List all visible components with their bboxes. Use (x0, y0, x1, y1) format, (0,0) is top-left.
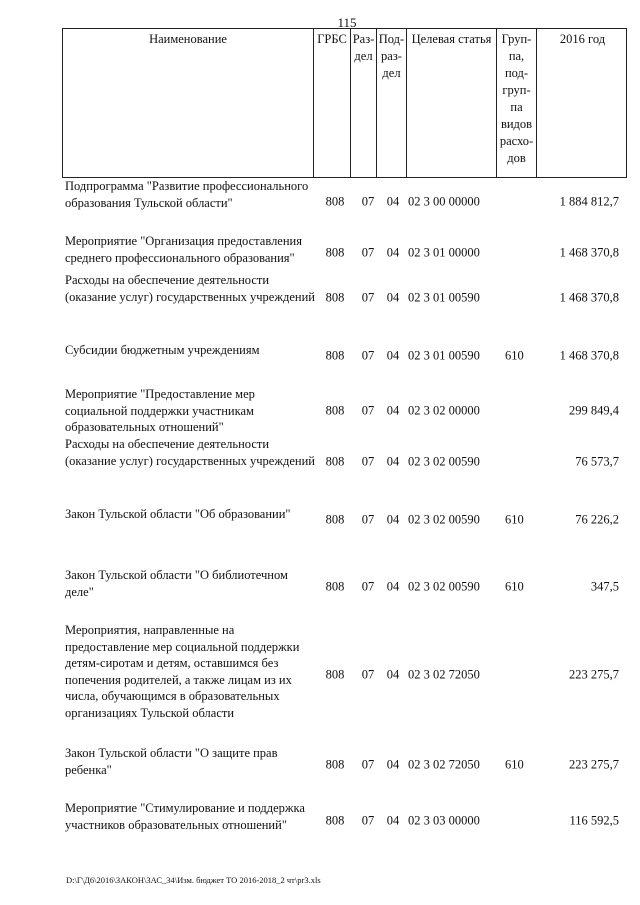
header-target: Целевая статья (406, 29, 496, 177)
header-grbs: ГРБС (313, 29, 350, 177)
row-amount: 116 592,5 (569, 813, 619, 828)
row-name: Мероприятие "Стимулирование и поддержка участников образовательных отношений" (65, 801, 305, 832)
row-vr: 610 (505, 512, 524, 527)
table-row (0, 272, 640, 324)
row-grbs: 808 (325, 245, 345, 260)
row-pr: 04 (386, 290, 400, 305)
table-row (0, 233, 640, 273)
row-rz: 07 (361, 579, 375, 594)
table-row (0, 745, 640, 785)
row-cs: 02 3 01 00590 (408, 290, 480, 305)
row-cs: 02 3 02 00590 (408, 454, 480, 469)
row-cs: 02 3 02 00590 (408, 579, 480, 594)
row-name: Расходы на обеспечение деятельности (оказание услуг) государственных учреждений (65, 437, 315, 468)
row-pr: 04 (386, 348, 400, 363)
row-grbs: 808 (325, 348, 345, 363)
row-name: Мероприятие "Предоставление мер социальной поддержки участникам образовательных отношений" (65, 387, 255, 434)
row-amount: 223 275,7 (569, 667, 619, 682)
row-pr: 04 (386, 512, 400, 527)
row-vr: 610 (505, 348, 524, 363)
row-name: Закон Тульской области "Об образовании" (65, 507, 291, 521)
row-amount: 347,5 (590, 579, 619, 594)
header-name: Наименование (149, 32, 227, 46)
row-amount: 1 468 370,8 (559, 348, 619, 363)
row-cs: 02 3 02 72050 (408, 757, 480, 772)
row-name: Закон Тульской области "О библиотечном деле" (65, 568, 288, 599)
row-name: Мероприятия, направленные на предоставление мер социальной поддержки детям-сиротам и детям, оставшимся без попечения родителей, а также лицам из их числа, обучающимся в образовательных организациях Тульской области (65, 623, 300, 720)
row-name: Подпрограмма "Развитие профессионального образования Тульской области" (65, 179, 309, 210)
row-pr: 04 (386, 667, 400, 682)
row-name: Расходы на обеспечение деятельности (оказание услуг) государственных учреждений (65, 273, 315, 304)
row-pr: 04 (386, 194, 400, 208)
row-grbs: 808 (325, 290, 345, 305)
row-pr: 04 (386, 757, 400, 772)
row-cs: 02 3 03 00000 (408, 813, 480, 828)
row-pr: 04 (386, 403, 400, 418)
row-rz: 07 (361, 667, 375, 682)
table-row (0, 800, 640, 842)
row-grbs: 808 (325, 454, 345, 469)
row-cs: 02 3 02 72050 (408, 667, 480, 682)
row-pr: 04 (386, 813, 400, 828)
table-header (62, 28, 627, 178)
row-rz: 07 (361, 245, 375, 260)
row-grbs: 808 (325, 512, 345, 527)
row-rz: 07 (361, 403, 375, 418)
row-cs: 02 3 02 00000 (408, 403, 480, 418)
row-pr: 04 (386, 454, 400, 469)
row-cs: 02 3 01 00000 (408, 245, 480, 260)
table-row (0, 506, 640, 534)
row-amount: 1 468 370,8 (559, 245, 619, 260)
header-year: 2016 год (536, 29, 628, 177)
table-row (0, 342, 640, 370)
file-path-footer: D:\Г\Д6\2016\ЗАКОН\ЗАС_34\Изм. бюджет ТО 2016-2018_2 чт\pr3.xls (66, 875, 321, 885)
row-pr: 04 (386, 245, 400, 260)
row-amount: 1 884 812,7 (559, 194, 619, 208)
page-number: 115 (337, 15, 357, 30)
row-rz: 07 (361, 757, 375, 772)
row-vr: 610 (505, 757, 524, 772)
row-amount: 76 226,2 (575, 512, 619, 527)
table-row (0, 386, 640, 436)
row-pr: 04 (386, 579, 400, 594)
row-grbs: 808 (325, 194, 345, 208)
row-cs: 02 3 01 00590 (408, 348, 480, 363)
table-row (0, 178, 640, 225)
row-name: Закон Тульской области "О защите прав ребенка" (65, 746, 278, 777)
row-amount: 299 849,4 (569, 403, 619, 418)
row-amount: 223 275,7 (569, 757, 619, 772)
table-row (0, 436, 640, 488)
row-amount: 1 468 370,8 (559, 290, 619, 305)
row-grbs: 808 (325, 757, 345, 772)
row-grbs: 808 (325, 813, 345, 828)
row-cs: 02 3 00 00000 (408, 194, 480, 208)
row-grbs: 808 (325, 579, 345, 594)
row-rz: 07 (361, 512, 375, 527)
row-rz: 07 (361, 454, 375, 469)
table-row (0, 622, 640, 728)
header-podrazdel: Под- раз- дел (376, 29, 406, 177)
row-grbs: 808 (325, 667, 345, 682)
header-group: Груп- па, под- груп- па видов расхо- дов (496, 29, 536, 177)
row-rz: 07 (361, 194, 375, 208)
row-grbs: 808 (325, 403, 345, 418)
row-cs: 02 3 02 00590 (408, 512, 480, 527)
row-rz: 07 (361, 813, 375, 828)
row-vr: 610 (505, 579, 524, 594)
row-name: Мероприятие "Организация предоставления среднего профессионального образования" (65, 234, 302, 265)
row-rz: 07 (361, 348, 375, 363)
row-name: Субсидии бюджетным учреждениям (65, 343, 260, 357)
row-amount: 76 573,7 (575, 454, 619, 469)
row-rz: 07 (361, 290, 375, 305)
header-razdel: Раз- дел (350, 29, 376, 177)
table-row (0, 567, 640, 607)
